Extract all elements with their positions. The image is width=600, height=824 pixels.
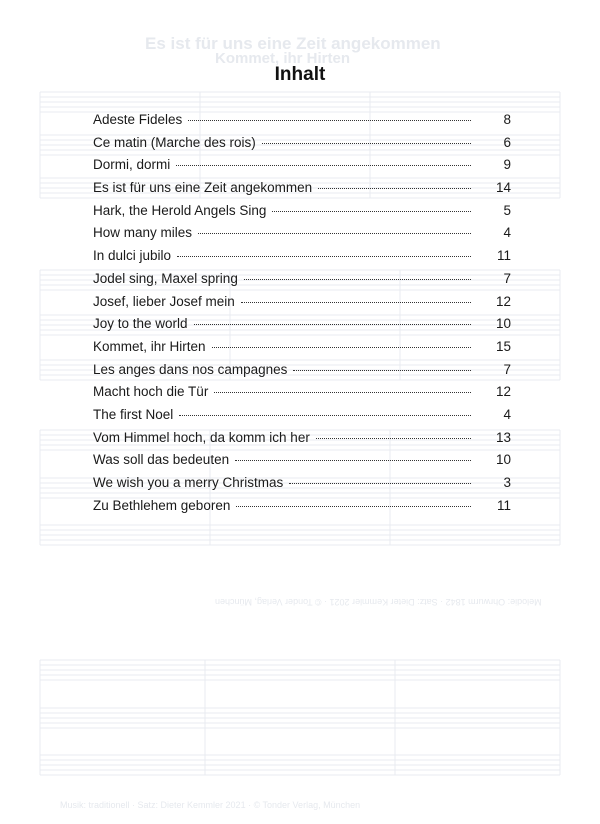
dot-leader: [177, 255, 471, 257]
dot-leader: [244, 278, 471, 280]
toc-entry-page: 13: [495, 429, 511, 445]
toc-entry-title: In dulci jubilo: [93, 248, 172, 264]
toc-entry-page: 10: [495, 316, 511, 332]
toc-entry: [93, 268, 511, 291]
toc-entry-title: Josef, lieber Josef mein: [93, 293, 235, 309]
toc-entry-title: Jodel sing, Maxel spring: [93, 270, 238, 286]
toc-entry: [93, 109, 511, 132]
dot-leader: [316, 437, 471, 439]
dot-leader: [194, 323, 471, 325]
toc-entry-title: Dormi, dormi: [93, 157, 171, 173]
toc-entry-title: Macht hoch die Tür: [93, 384, 209, 400]
toc-entry-page: 8: [503, 112, 511, 127]
dot-leader: [236, 505, 471, 507]
toc-entry: [93, 336, 511, 359]
toc-entry: [93, 245, 511, 268]
toc-entry: [93, 472, 511, 495]
toc-entry-page: 6: [503, 134, 511, 150]
toc-entry: [93, 427, 511, 450]
toc-entry-title: Adeste Fideles: [93, 112, 183, 127]
toc-entry: [93, 200, 511, 223]
toc-entry-title: The first Noel: [93, 406, 174, 422]
dot-leader: [198, 232, 471, 234]
toc-entry-page: 11: [496, 497, 511, 513]
dot-leader: [212, 346, 471, 348]
toc-entry-title: Kommet, ihr Hirten: [93, 338, 206, 354]
toc-entry-title: How many miles: [93, 225, 193, 241]
page-title: Inhalt: [274, 64, 326, 85]
dot-leader: [176, 164, 471, 166]
toc-entry-page: 7: [503, 270, 511, 286]
toc-entry-title: We wish you a merry Christmas: [93, 475, 284, 490]
dot-leader: [318, 187, 471, 189]
toc-entry-page: 4: [503, 406, 511, 422]
show-through-subtitle: Kommet, ihr Hirten: [215, 50, 351, 67]
table-of-contents: [93, 109, 511, 517]
show-through-title: Es ist für uns eine Zeit angekommen: [145, 34, 441, 53]
toc-entry: [93, 449, 511, 472]
toc-entry-page: 11: [496, 248, 511, 264]
toc-entry-title: Vom Himmel hoch, da komm ich her: [93, 429, 310, 445]
toc-entry: [93, 404, 511, 427]
dot-leader: [235, 459, 471, 461]
dot-leader: [272, 210, 471, 212]
toc-entry: [93, 291, 511, 314]
show-through-footer: Melodie: Ohrwurm 1842 · Satz: Dieter Kemmler 2021 · © Tonder Verlag, München: [215, 597, 542, 607]
toc-entry-page: 5: [503, 202, 511, 218]
toc-entry: [93, 313, 511, 336]
dot-leader: [241, 301, 471, 303]
dot-leader: [293, 369, 471, 371]
toc-entry: [93, 495, 511, 518]
toc-entry-page: 12: [495, 384, 511, 400]
toc-entry: [93, 222, 511, 245]
toc-entry-page: 10: [495, 452, 511, 468]
toc-entry-page: 14: [495, 180, 511, 196]
toc-entry-title: Les anges dans nos campagnes: [93, 361, 288, 377]
toc-entry: [93, 132, 511, 155]
toc-entry-title: Joy to the world: [93, 316, 188, 332]
toc-entry-page: 9: [503, 157, 511, 173]
toc-entry-title: Ce matin (Marche des rois): [93, 134, 256, 150]
toc-entry-page: 4: [503, 225, 511, 241]
toc-entry-title: Es ist für uns eine Zeit angekommen: [93, 180, 313, 196]
toc-entry: [93, 381, 511, 404]
toc-entry: [93, 177, 511, 200]
toc-entry-page: 15: [495, 338, 511, 354]
dot-leader: [179, 414, 471, 416]
toc-entry-title: Zu Bethlehem geboren: [93, 497, 231, 513]
dot-leader: [214, 391, 471, 393]
toc-entry-title: Hark, the Herold Angels Sing: [93, 202, 267, 218]
toc-entry-title: Was soll das bedeuten: [93, 452, 230, 468]
toc-entry: [93, 154, 511, 177]
toc-entry: [93, 359, 511, 382]
show-through-footer: Musik: traditionell · Satz: Dieter Kemmler 2021 · © Tonder Verlag, München: [60, 800, 361, 810]
toc-entry-page: 3: [503, 475, 511, 490]
dot-leader: [262, 142, 471, 144]
dot-leader: [188, 119, 471, 121]
toc-entry-page: 7: [503, 361, 511, 377]
dot-leader: [289, 482, 471, 484]
toc-entry-page: 12: [495, 293, 511, 309]
